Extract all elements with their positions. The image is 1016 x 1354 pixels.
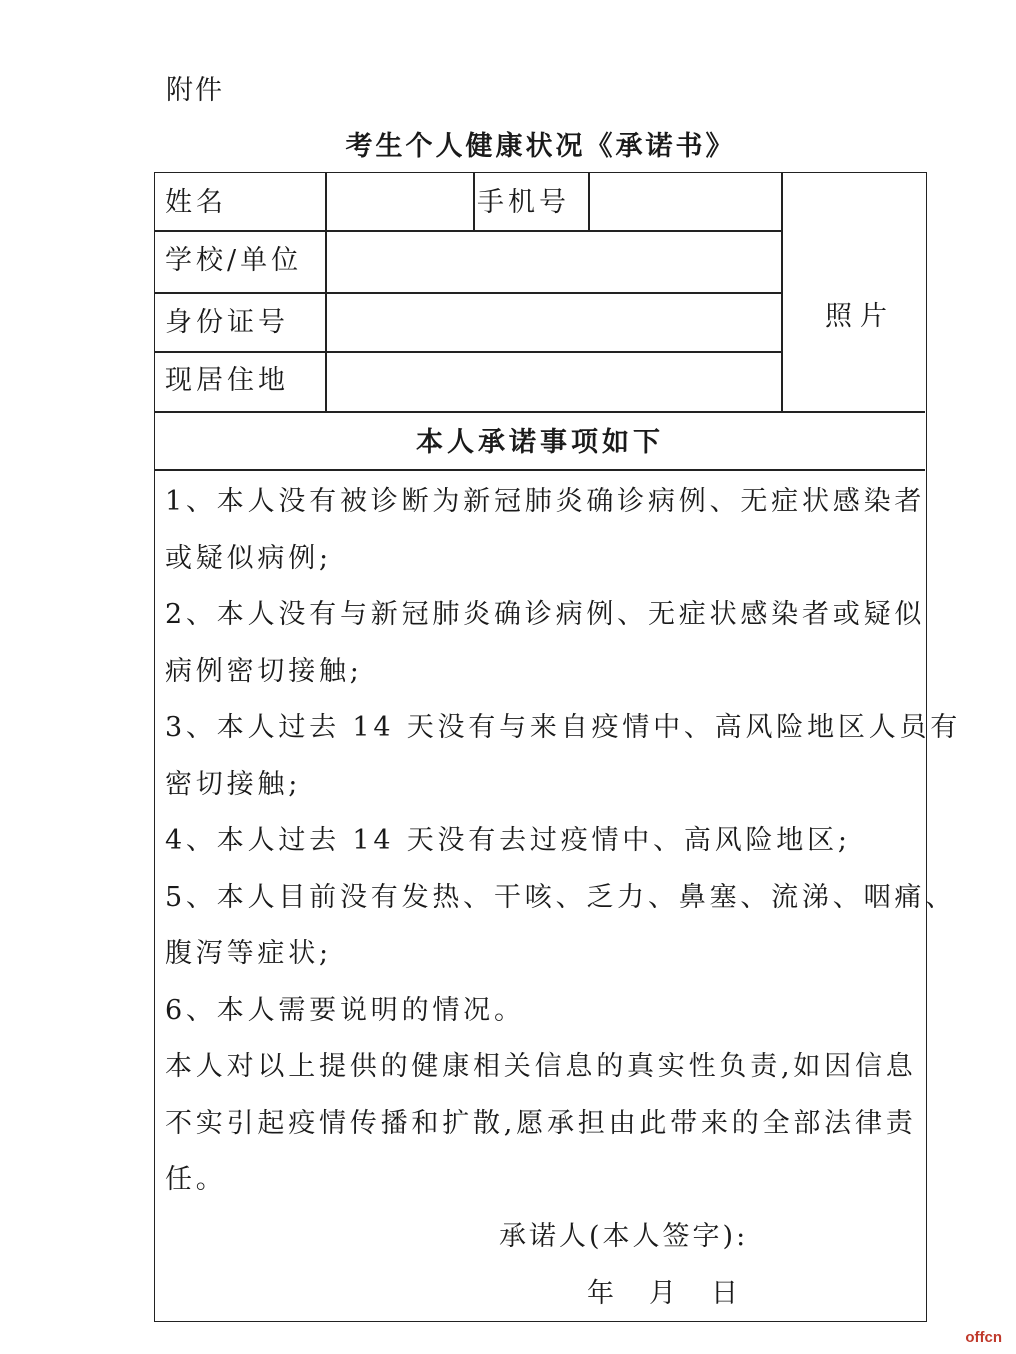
phone-input-cell[interactable]: [591, 175, 779, 229]
column-divider: [781, 173, 783, 411]
date-year: 年: [587, 1278, 614, 1309]
id-number-input-cell[interactable]: [327, 295, 779, 350]
school-label: 学校/单位: [165, 245, 303, 276]
watermark-logo: offcn: [965, 1329, 1002, 1346]
commitment-line: 腹泻等症状;: [165, 938, 332, 969]
commitment-line: 任。: [165, 1164, 227, 1195]
commitment-line: 6、本人需要说明的情况。: [165, 995, 525, 1026]
document-title: 考生个人健康状况《承诺书》: [345, 131, 736, 162]
row-divider: [155, 411, 925, 413]
address-input-cell[interactable]: [327, 354, 779, 410]
row-divider: [155, 469, 925, 471]
photo-label: 照片: [825, 301, 895, 332]
row-divider: [155, 230, 325, 232]
commitment-line: 1、本人没有被诊断为新冠肺炎确诊病例、无症状感染者: [165, 486, 926, 517]
commitment-line: 3、本人过去 14 天没有与来自疫情中、高风险地区人员有: [165, 712, 962, 743]
commitment-line: 密切接触;: [165, 769, 302, 800]
name-input-cell[interactable]: [327, 175, 471, 229]
commitment-line: 2、本人没有与新冠肺炎确诊病例、无症状感染者或疑似: [165, 599, 926, 630]
id-number-label: 身份证号: [165, 307, 289, 338]
attachment-label: 附件: [166, 75, 224, 106]
row-divider: [325, 230, 781, 232]
row-divider: [155, 292, 781, 294]
commitment-line: 4、本人过去 14 天没有去过疫情中、高风险地区;: [165, 825, 851, 856]
commitment-line: 本人对以上提供的健康相关信息的真实性负责,如因信息: [165, 1051, 917, 1082]
commitment-header: 本人承诺事项如下: [416, 427, 664, 458]
school-input-cell[interactable]: [327, 233, 779, 291]
date-month: 月: [649, 1278, 676, 1309]
commitment-line: 5、本人目前没有发热、干咳、乏力、鼻塞、流涕、咽痛、: [165, 882, 956, 913]
commitment-line: 或疑似病例;: [165, 543, 332, 574]
phone-label: 手机号: [477, 187, 570, 218]
row-divider: [155, 351, 781, 353]
commitment-line: 不实引起疫情传播和扩散,愿承担由此带来的全部法律责: [165, 1108, 917, 1139]
commitment-line: 病例密切接触;: [165, 656, 363, 687]
signature-label: 承诺人(本人签字):: [499, 1221, 749, 1252]
commitment-form: [154, 172, 962, 1322]
column-divider: [473, 173, 475, 230]
date-day: 日: [711, 1278, 738, 1309]
column-divider: [588, 173, 590, 230]
address-label: 现居住地: [165, 365, 289, 396]
name-label: 姓名: [165, 187, 227, 218]
